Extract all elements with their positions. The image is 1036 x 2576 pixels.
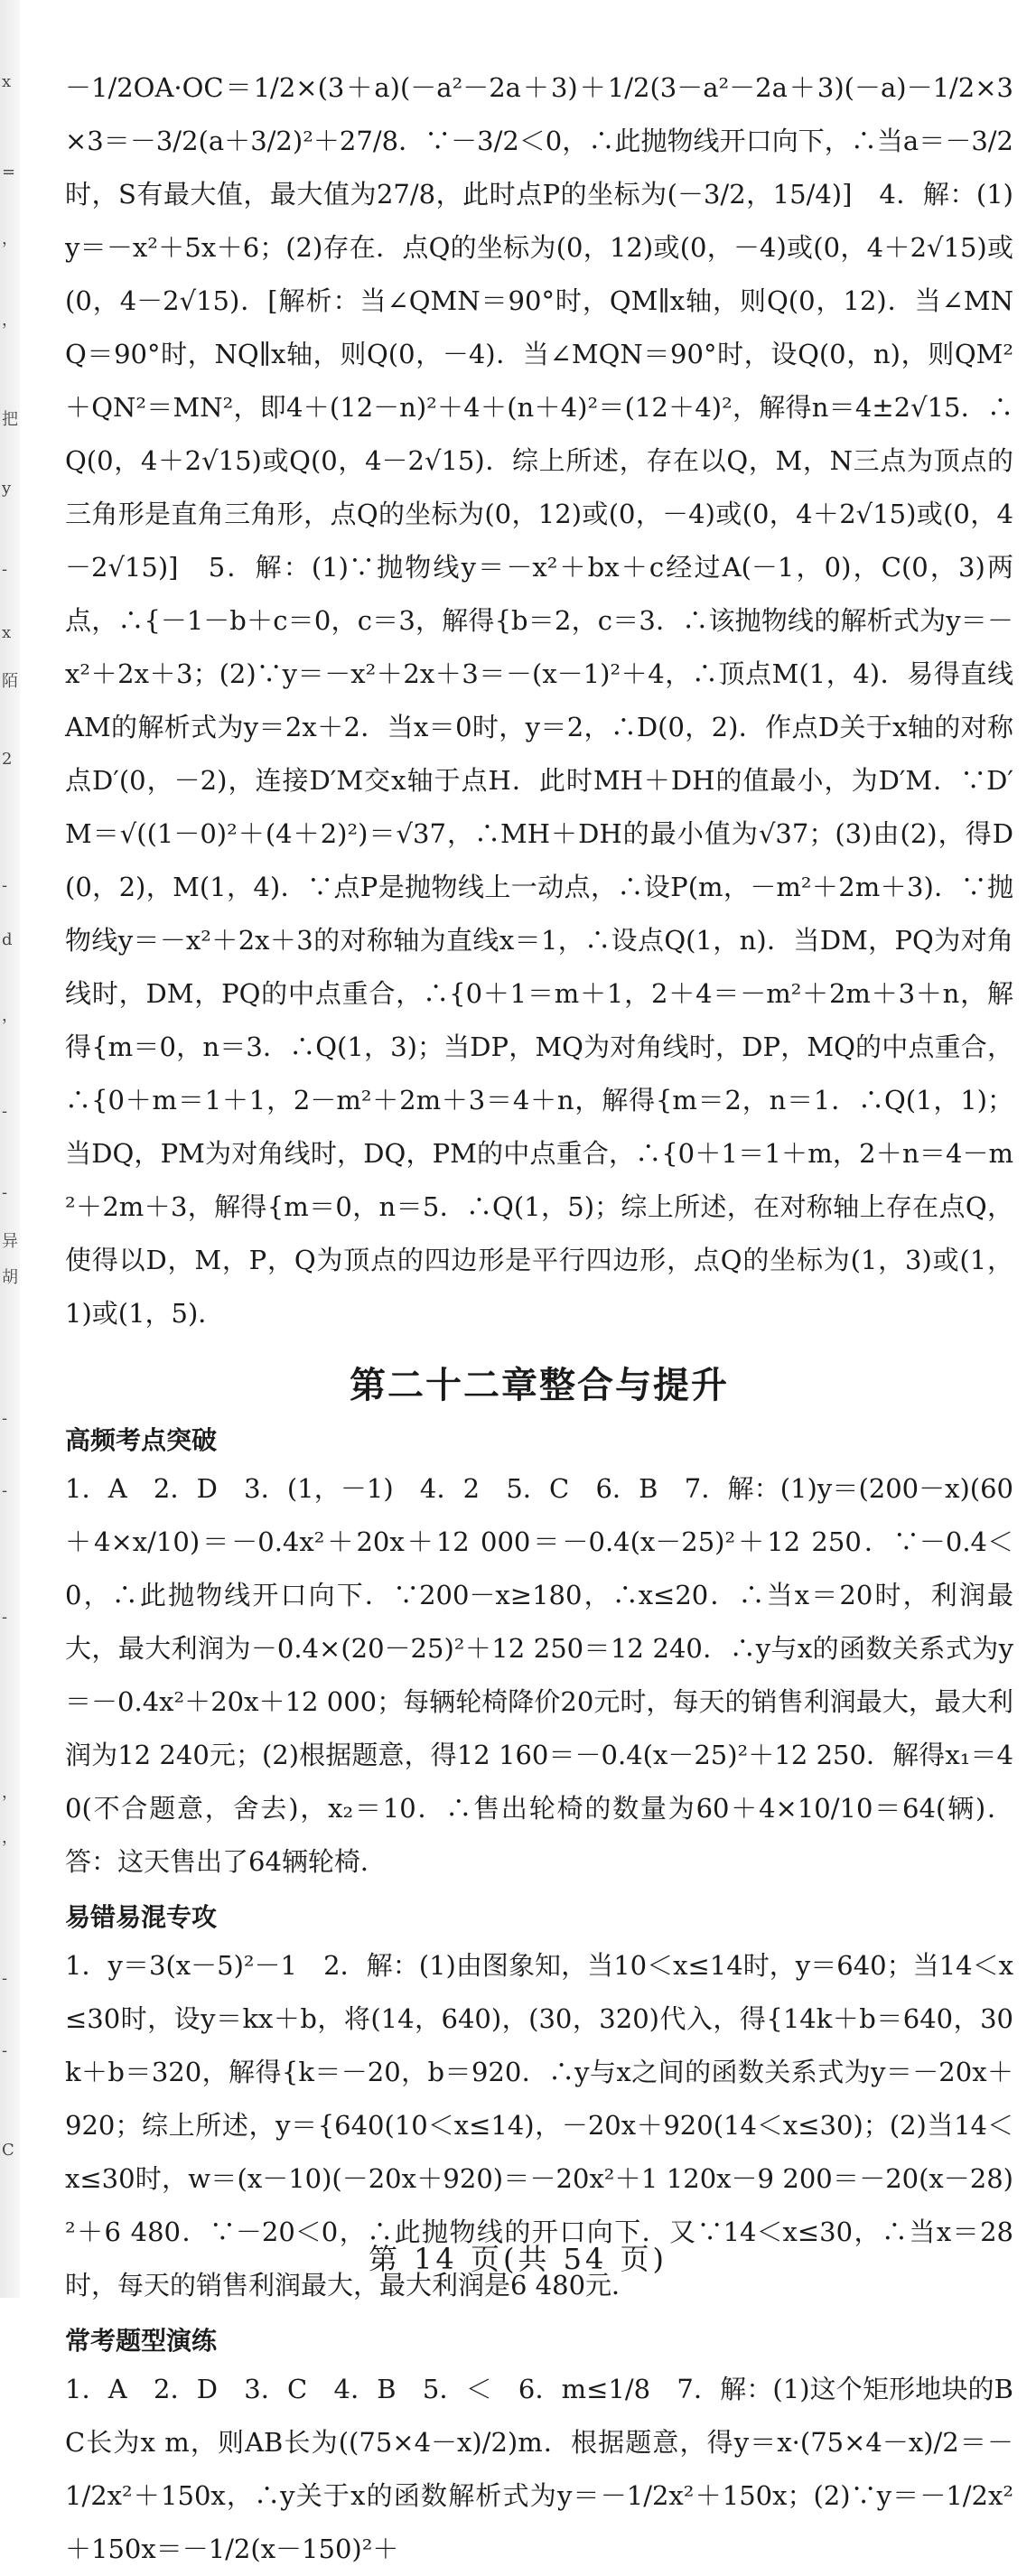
gutter-mark: ，: [2, 1006, 18, 1025]
gutter-mark: =: [2, 163, 16, 182]
gutter-mark: 异: [2, 1232, 18, 1251]
gutter-mark: -: [2, 1102, 8, 1121]
gutter-mark: ，: [2, 229, 18, 248]
gutter-mark: 陌: [2, 672, 18, 691]
page-number: 第 14 页(共 54 页): [368, 2242, 668, 2276]
section-high-frequency-answers: 1．A 2．D 3．(1，－1) 4．2 5．C 6．B 7．解：(1)y＝(200－x)(60＋4×x/10)＝－0.4x²＋20x＋12 000＝－0.4(x－25)²＋12 250．∵－0.4＜0，∴此抛物线开口向下．∵200－x≥180，∴x≤20．∴当x＝20时，利润最大，最大利润为－0.4×(20－25)²＋12 250＝12 240．∴y与x的函数关系式为y＝－0.4x²＋20x＋12 000；每辆轮椅降价20元时，每天的销售利润最大，最大利润为12 240元；(2)根据题意，得12 160＝－0.4(x－25)²＋12 250．解得x₁＝40(不合题意，舍去)，x₂＝10．∴售出轮椅的数量为60＋4×10/10＝64(辆)．答：这天售出了64辆轮椅．: [65, 1473, 1013, 1877]
gutter-mark: ，: [2, 311, 18, 330]
gutter-mark: 把: [2, 410, 18, 429]
answer-page: [65, 61, 1013, 2576]
gutter-mark: -: [2, 876, 8, 895]
section-error-prone-answers: 1．y＝3(x－5)²－1 2．解：(1)由图象知，当10＜x≤14时，y＝640；当14＜x≤30时，设y＝kx＋b，将(14，640)，(30，320)代入，得{14k＋b＝640，30k＋b＝320，解得{k＝－20，b＝920．∴y与x之间的函数关系式为y＝－20x＋920；综上所述，y＝{640(10＜x≤14)，－20x＋920(14＜x≤30)；(2)当14＜x≤30时，w＝(x－10)(－20x＋920)＝－20x²＋1 120x－9 200＝－20(x－28)²＋6 480．∵－20＜0，∴此抛物线的开口向下．又∵14＜x≤30，∴当x＝28时，每天的销售利润最大，最大利润是6 480元．: [65, 1950, 1013, 2301]
gutter-mark: -: [2, 1481, 8, 1500]
gutter-mark: -: [2, 1608, 8, 1627]
gutter-mark: y: [2, 479, 12, 498]
gutter-mark: x: [2, 72, 12, 91]
gutter-mark: -: [2, 1183, 8, 1202]
gutter-mark: C: [2, 2141, 14, 2160]
gutter-mark: ，: [2, 1783, 18, 1802]
answer-continuation: －1/2OA·OC＝1/2×(3＋a)(－a²－2a＋3)＋1/2(3－a²－2a＋3)(－a)－1/2×3×3＝－3/2(a＋3/2)²＋27/8．∵－3/2＜0，∴此抛物线开口向下，∴当a＝－3/2时，S有最大值，最大值为27/8，此时点P的坐标为(－3/2，15/4)] 4．解：(1)y＝－x²＋5x＋6；(2)存在．点Q的坐标为(0，12)或(0，－4)或(0，4＋2√15)或(0，4－2√15)．[解析：当∠QMN＝90°时，QM∥x轴，则Q(0，12)．当∠MNQ＝90°时，NQ∥x轴，则Q(0，－4)．当∠MQN＝90°时，设Q(0，n)，则QM²＋QN²＝MN²，即4＋(12－n)²＋4＋(n＋4)²＝(12＋4)²，解得n＝4±2√15．∴Q(0，4＋2√15)或Q(0，4－2√15)．综上所述，存在以Q，M，N三点为顶点的三角形是直角三角形，点Q的坐标为(0，12)或(0，－4)或(0，4＋2√15)或(0，4－2√15)] 5．解：(1)∵抛物线y＝－x²＋bx＋c经过A(－1，0)，C(0，3)两点，∴{－1－b＋c＝0，c＝3，解得{b＝2，c＝3．∴该抛物线的解析式为y＝－x²＋2x＋3；(2)∵y＝－x²＋2x＋3＝－(x－1)²＋4，∴顶点M(1，4)．易得直线AM的解析式为y＝2x＋2．当x＝0时，y＝2，∴D(0，2)．作点D关于x轴的对称点D′(0，－2)，连接D′M交x轴于点H．此时MH＋DH的值最小，为D′M．∵D′M＝√((1－0)²＋(4＋2)²)＝√37，∴MH＋DH的最小值为√37；(3)由(2)，得D(0，2)，M(1，4)．∵点P是抛物线上一动点，∴设P(m，－m²＋2m＋3)．∵抛物线y＝－x²＋2x＋3的对称轴为直线x＝1，∴设点Q(1，n)．当DM，PQ为对角线时，DM，PQ的中点重合，∴{0＋1＝m＋1，2＋4＝－m²＋2m＋3＋n，解得{m＝0，n＝3．∴Q(1，3)；当DP，MQ为对角线时，DP，MQ的中点重合，∴{0＋m＝1＋1，2－m²＋2m＋3＝4＋n，解得{m＝2，n＝1．∴Q(1，1)；当DQ，PM为对角线时，DQ，PM的中点重合，∴{0＋1＝1＋m，2＋n＝4－m²＋2m＋3，解得{m＝0，n＝5．∴Q(1，5)；综上所述，在对称轴上存在点Q，使得以D，M，P，Q为顶点的四边形是平行四边形，点Q的坐标为(1，3)或(1，1)或(1，5)．: [65, 72, 1013, 1329]
gutter-mark: -: [2, 1969, 8, 1988]
chapter-title: 第二十二章整合与提升: [350, 1365, 729, 1406]
section-title-high-frequency: 高频考点突破: [65, 1425, 218, 1455]
gutter-mark: 2: [2, 750, 13, 769]
gutter-mark: x: [2, 623, 12, 642]
binding-gutter: [0, 0, 20, 2298]
section-title-error-prone: 易错易混专攻: [65, 1902, 218, 1932]
section-common-questions-answers: 1．A 2．D 3．C 4．B 5．＜ 6．m≤1/8 7．解：(1)这个矩形地块的BC长为x m，则AB长为((75×4－x)/2)m．根据题意，得y＝x·(75×4－x)/2＝－1/2x²＋150x，∴y关于x的函数解析式为y＝－1/2x²＋150x；(2)∵y＝－1/2x²＋150x＝－1/2(x－150)²＋: [65, 2374, 1013, 2564]
gutter-mark: 胡: [2, 1268, 18, 1287]
gutter-mark: -: [2, 2041, 8, 2060]
gutter-mark: d: [2, 930, 13, 949]
gutter-mark: -: [2, 1409, 8, 1428]
section-title-common-questions: 常考题型演练: [65, 2326, 218, 2356]
gutter-mark: ，: [2, 1828, 18, 1847]
gutter-mark: -: [2, 560, 8, 579]
